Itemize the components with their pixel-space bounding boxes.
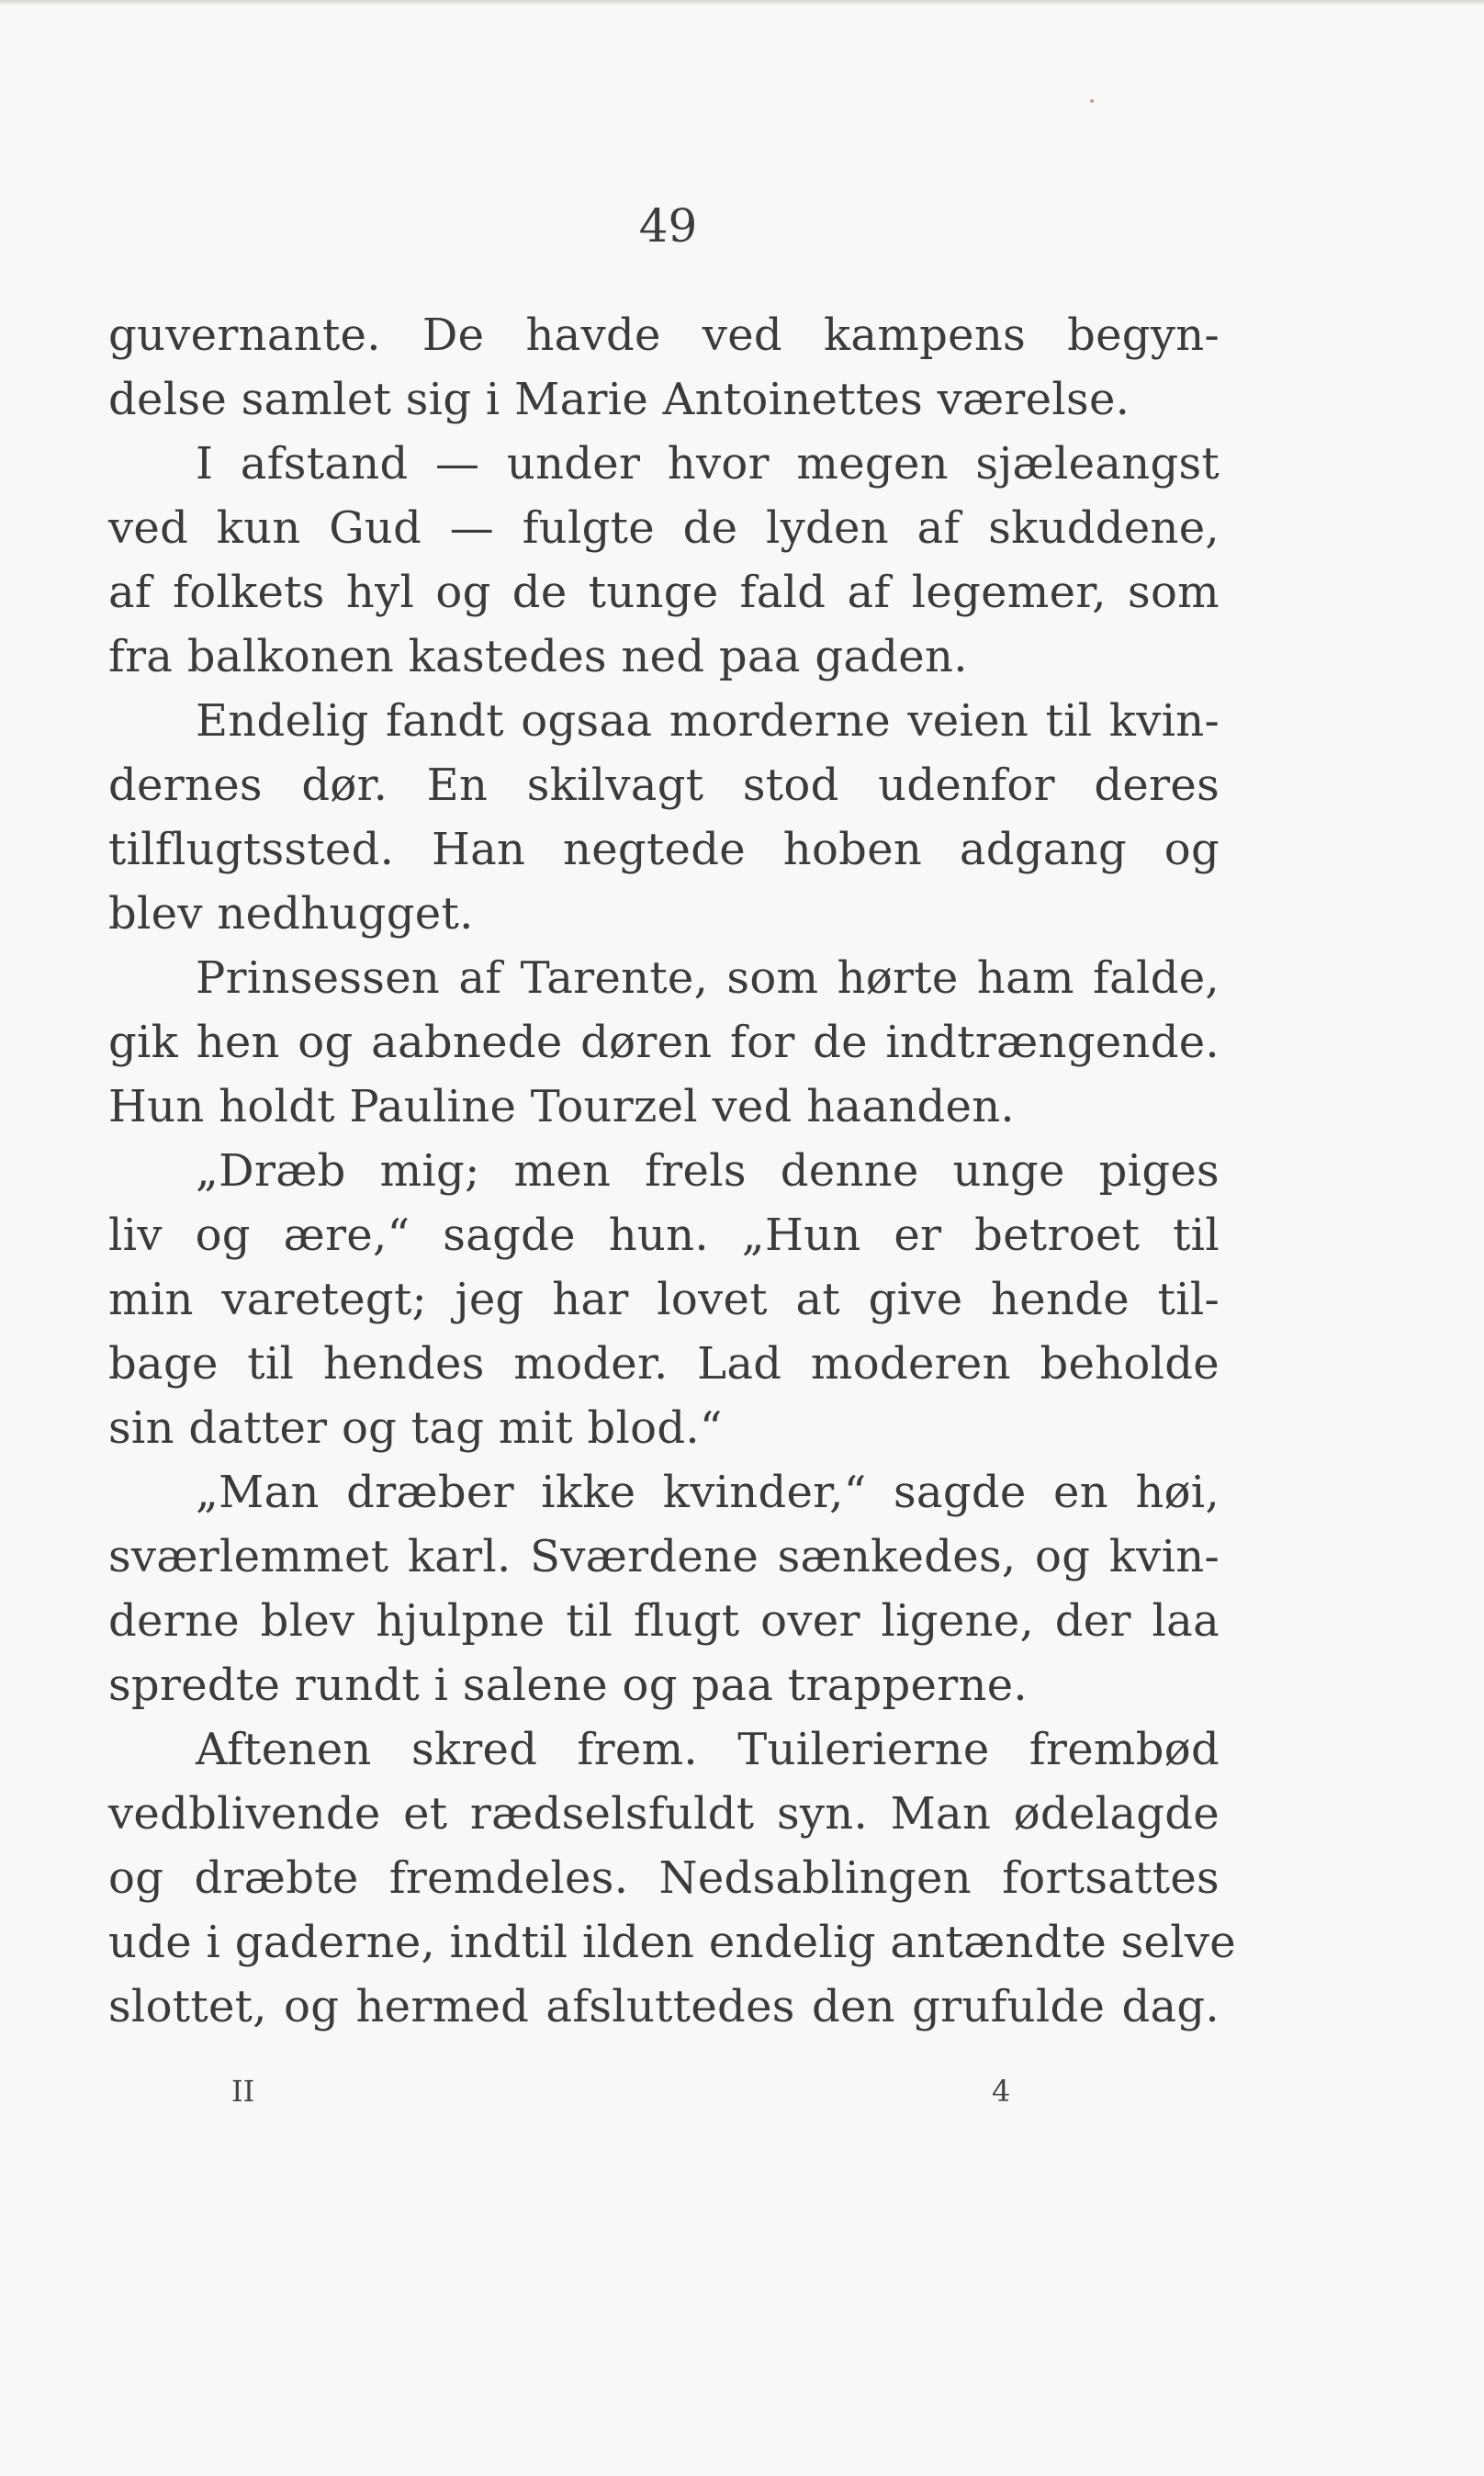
text-line: min varetegt; jeg har lovet at give hende til- xyxy=(108,1274,1220,1325)
signature-mark-left: II xyxy=(231,2074,255,2109)
text-line: sin datter og tag mit blod.“ xyxy=(108,1402,723,1454)
text-line: tilflugtssted. Han negtede hoben adgang og xyxy=(108,824,1220,875)
signature-mark-right: 4 xyxy=(992,2074,1011,2109)
text-line: Aftenen skred frem. Tuilerierne frembød xyxy=(196,1724,1220,1775)
text-line: gik hen og aabnede døren for de indtrængende. xyxy=(108,1017,1220,1068)
text-line: „Man dræber ikke kvinder,“ sagde en høi, xyxy=(196,1467,1220,1518)
text-line: vedblivende et rædselsfuldt syn. Man ødelagde xyxy=(108,1788,1220,1840)
page-number: 49 xyxy=(638,199,698,253)
text-line: Prinsessen af Tarente, som hørte ham falde, xyxy=(196,952,1220,1004)
text-line: „Dræb mig; men frels denne unge piges xyxy=(196,1145,1220,1197)
text-line: sværlemmet karl. Sværdene sænkedes, og kvin- xyxy=(108,1531,1220,1582)
text-line: dernes dør. En skilvagt stod udenfor deres xyxy=(108,760,1220,811)
text-line: derne blev hjulpne til flugt over ligene, der laa xyxy=(108,1595,1220,1647)
paper-speck xyxy=(1090,99,1094,103)
text-line: af folkets hyl og de tunge fald af legemer, som xyxy=(108,567,1220,618)
text-line: fra balkonen kastedes ned paa gaden. xyxy=(108,631,968,682)
text-line: og dræbte fremdeles. Nedsablingen fortsattes xyxy=(108,1852,1220,1904)
text-line: Endelig fandt ogsaa morderne veien til kvin- xyxy=(196,695,1220,747)
text-line: I afstand — under hvor megen sjæleangst xyxy=(196,438,1220,490)
text-line: bage til hendes moder. Lad moderen beholde xyxy=(108,1338,1220,1390)
text-line: slottet, og hermed afsluttedes den grufulde dag. xyxy=(108,1981,1220,2032)
text-line: guvernante. De havde ved kampens begyn- xyxy=(108,310,1220,361)
text-line: ved kun Gud — fulgte de lyden af skuddene, xyxy=(108,502,1220,554)
text-line: blev nedhugget. xyxy=(108,888,474,940)
text-line: ude i gaderne, indtil ilden endelig antændte selve xyxy=(108,1917,1237,1968)
text-line: Hun holdt Pauline Tourzel ved haanden. xyxy=(108,1081,1015,1132)
text-line: liv og ære,“ sagde hun. „Hun er betroet til xyxy=(108,1210,1220,1261)
text-line: delse samlet sig i Marie Antoinettes værelse. xyxy=(108,374,1130,425)
page-top-edge xyxy=(0,0,1484,6)
text-line: spredte rundt i salene og paa trapperne. xyxy=(108,1660,1028,1711)
body-text xyxy=(108,303,1237,2039)
